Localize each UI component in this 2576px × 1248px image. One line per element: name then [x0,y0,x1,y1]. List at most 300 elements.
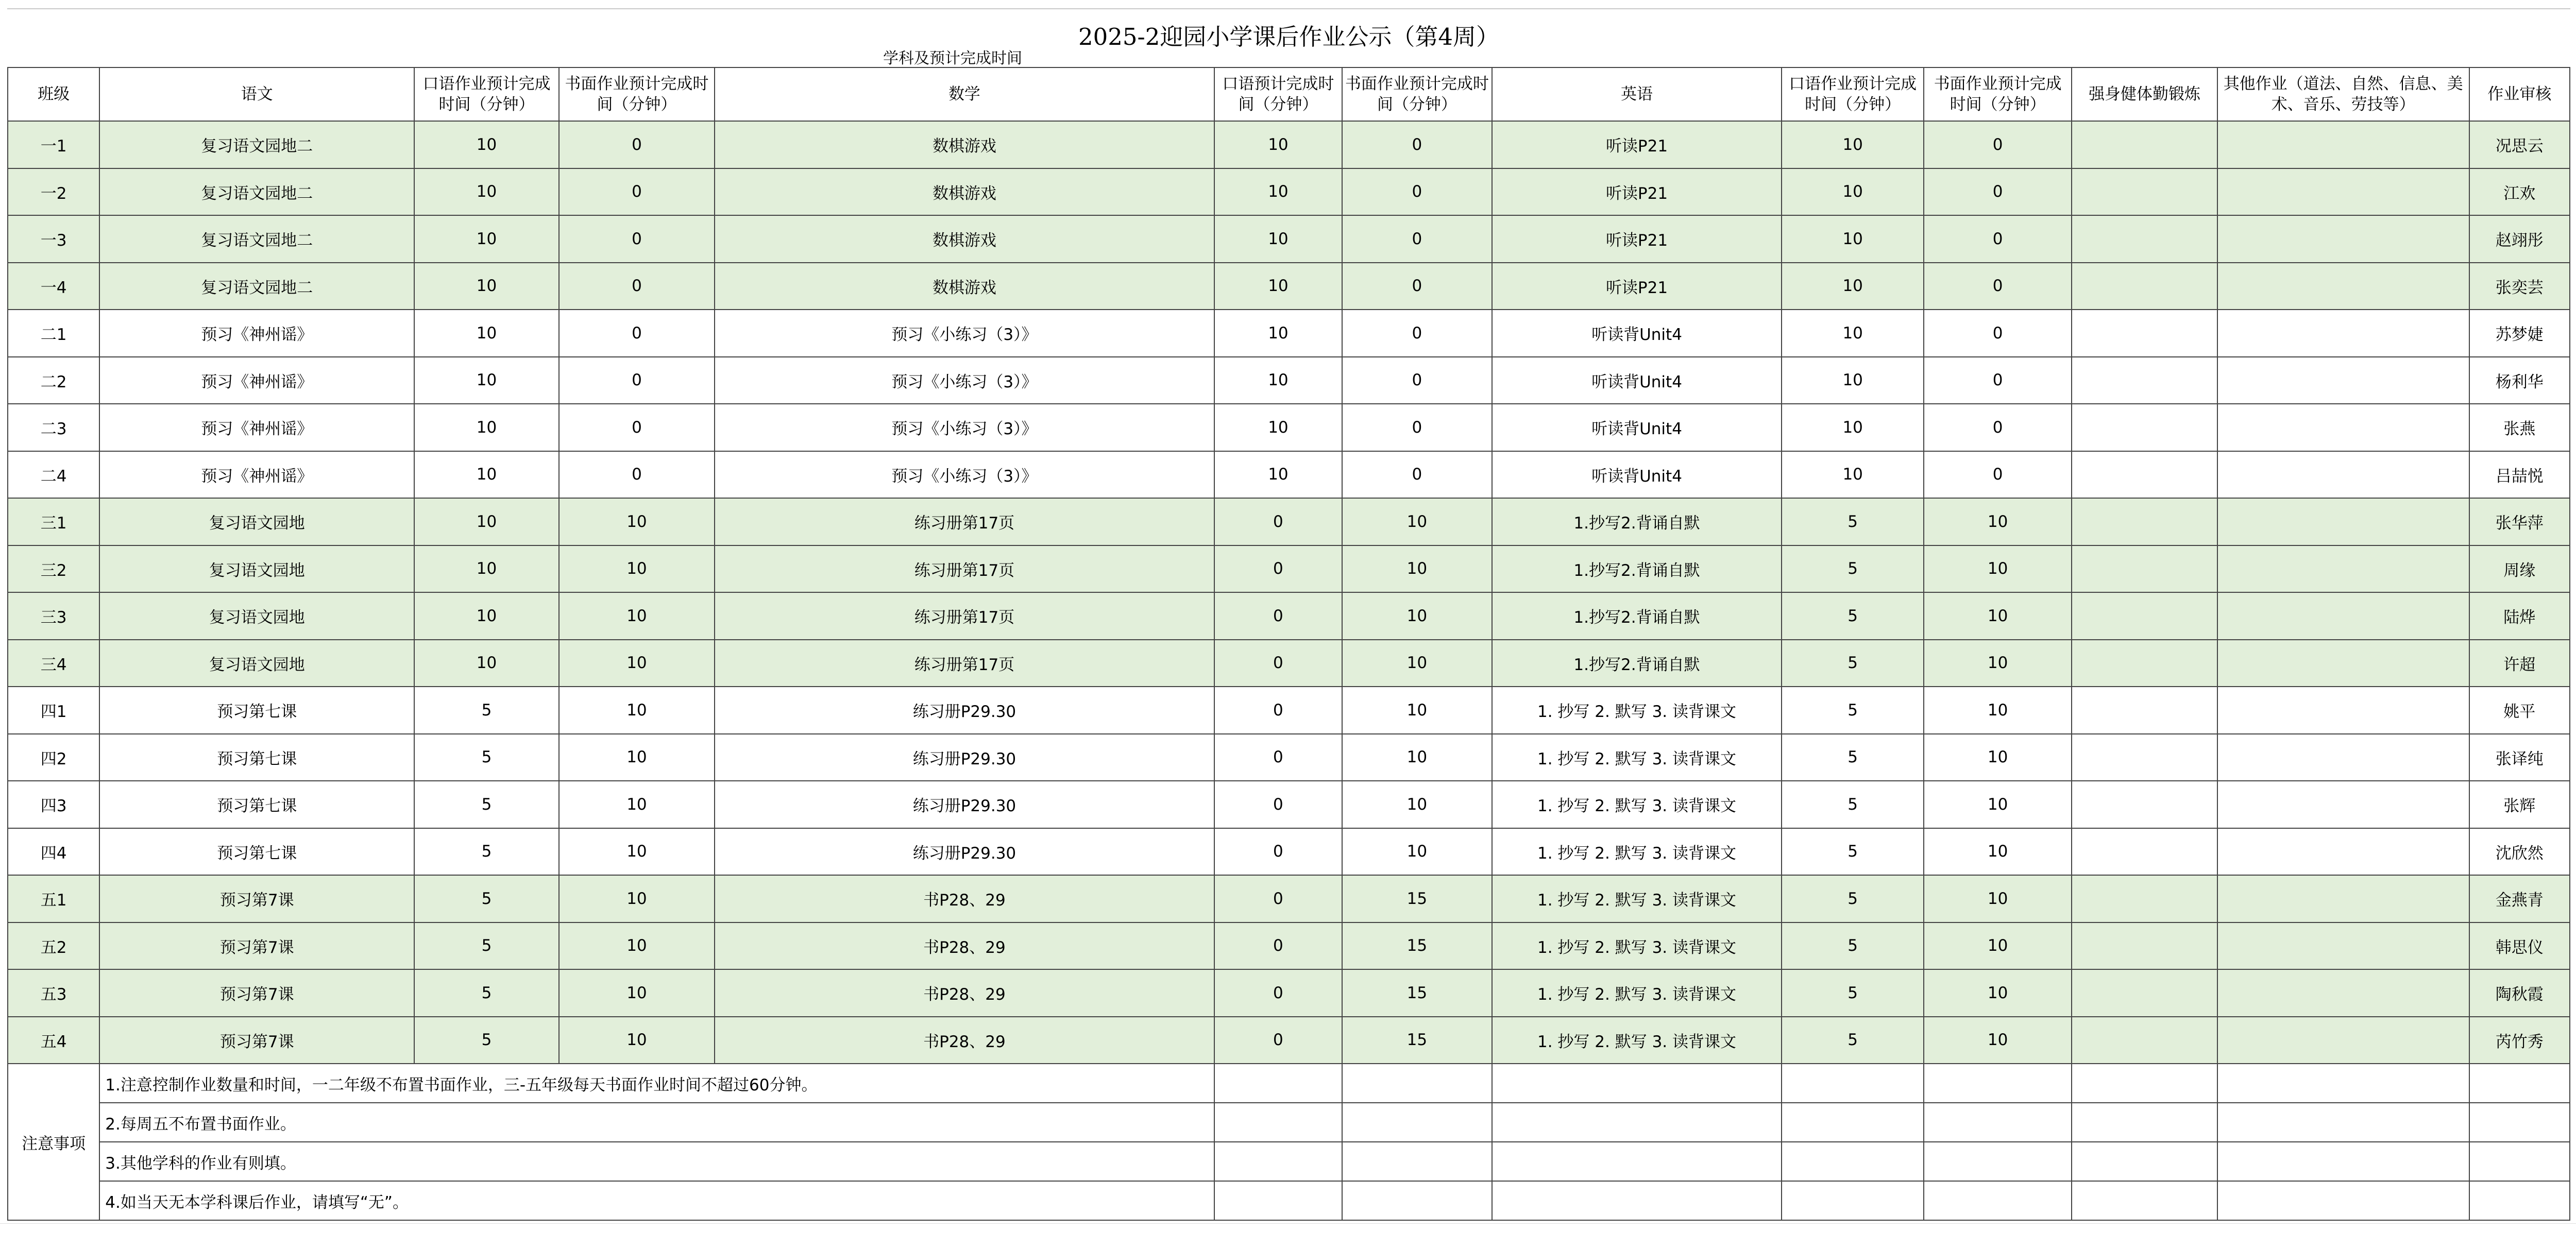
class-cell: 三2 [8,545,99,593]
english-written-time-cell: 0 [1924,357,2072,404]
fitness-cell [2072,451,2217,499]
table-row [8,168,2570,216]
class-cell: 四4 [8,828,99,876]
table-row [8,404,2570,451]
math-written-time-cell: 10 [1342,781,1492,828]
class-cell: 一4 [8,263,99,310]
english-cell: 1.抄写2.背诵自默 [1492,592,1782,640]
other-homework-cell [2217,875,2469,922]
chinese-cell: 复习语文园地 [99,498,414,545]
english-written-time-cell: 0 [1924,310,2072,357]
other-homework-cell [2217,687,2469,734]
math-cell: 练习册P29.30 [715,828,1214,876]
table-row [8,310,2570,357]
chinese-oral-time-cell: 5 [414,828,558,876]
english-oral-time-cell: 5 [1782,875,1923,922]
review-cell: 周缘 [2469,545,2570,593]
chinese-cell: 复习语文园地 [99,592,414,640]
chinese-oral-time-cell: 10 [414,545,558,593]
math-written-time-cell: 10 [1342,592,1492,640]
chinese-written-time-cell: 0 [559,404,715,451]
review-cell: 张译纯 [2469,734,2570,781]
fitness-cell [2072,687,2217,734]
english-written-time-cell: 10 [1924,781,2072,828]
english-written-time-cell: 10 [1924,640,2072,687]
class-cell: 三1 [8,498,99,545]
review-cell: 陶秋霞 [2469,969,2570,1017]
english-cell: 1. 抄写 2. 默写 3. 读背课文 [1492,687,1782,734]
chinese-cell: 预习第7课 [99,875,414,922]
english-written-time-cell: 0 [1924,451,2072,499]
fitness-cell [2072,357,2217,404]
notes-row [8,1103,2570,1142]
chinese-cell: 预习《神州谣》 [99,357,414,404]
math-oral-time-cell: 10 [1214,263,1342,310]
other-homework-cell [2217,215,2469,263]
empty-cell [2217,1181,2469,1220]
chinese-written-time-cell: 10 [559,592,715,640]
math-cell: 书P28、29 [715,875,1214,922]
english-oral-time-cell: 10 [1782,263,1923,310]
empty-cell [1924,1181,2072,1220]
english-cell: 1. 抄写 2. 默写 3. 读背课文 [1492,781,1782,828]
chinese-oral-time-cell: 5 [414,875,558,922]
table-row [8,451,2570,499]
chinese-cell: 复习语文园地二 [99,168,414,216]
math-oral-time-cell: 0 [1214,875,1342,922]
math-written-time-cell: 0 [1342,263,1492,310]
chinese-cell: 预习第7课 [99,1017,414,1064]
fitness-cell [2072,592,2217,640]
math-written-time-cell: 10 [1342,687,1492,734]
english-written-time-cell: 0 [1924,215,2072,263]
english-written-time-cell: 0 [1924,404,2072,451]
english-written-time-cell: 10 [1924,687,2072,734]
math-written-time-cell: 0 [1342,168,1492,216]
chinese-written-time-cell: 10 [559,498,715,545]
empty-cell [1782,1064,1923,1103]
chinese-oral-time-cell: 10 [414,498,558,545]
chinese-oral-time-cell: 5 [414,1017,558,1064]
chinese-cell: 复习语文园地二 [99,121,414,168]
chinese-cell: 预习《神州谣》 [99,310,414,357]
math-cell: 数棋游戏 [715,215,1214,263]
header-row [8,67,2570,121]
class-cell: 二3 [8,404,99,451]
chinese-written-time-cell: 10 [559,734,715,781]
math-written-time-cell: 15 [1342,1017,1492,1064]
english-cell: 1.抄写2.背诵自默 [1492,498,1782,545]
english-written-time-cell: 0 [1924,263,2072,310]
chinese-written-time-cell: 10 [559,1017,715,1064]
class-cell: 四3 [8,781,99,828]
class-cell: 二4 [8,451,99,499]
english-oral-time-cell: 5 [1782,1017,1923,1064]
review-cell: 韩思仪 [2469,922,2570,970]
english-oral-time-cell: 10 [1782,121,1923,168]
class-cell: 一1 [8,121,99,168]
header-english-written-time: 书面作业预计完成时间（分钟） [1924,67,2072,121]
math-written-time-cell: 15 [1342,969,1492,1017]
english-written-time-cell: 0 [1924,121,2072,168]
english-cell: 1. 抄写 2. 默写 3. 读背课文 [1492,828,1782,876]
math-cell: 练习册第17页 [715,498,1214,545]
chinese-oral-time-cell: 5 [414,734,558,781]
fitness-cell [2072,498,2217,545]
chinese-cell: 预习第七课 [99,734,414,781]
other-homework-cell [2217,404,2469,451]
fitness-cell [2072,640,2217,687]
note-item: 1.注意控制作业数量和时间，一二年级不布置书面作业，三-五年级每天书面作业时间不超过60分钟。 [99,1064,1214,1103]
english-oral-time-cell: 10 [1782,310,1923,357]
math-oral-time-cell: 0 [1214,922,1342,970]
math-oral-time-cell: 0 [1214,545,1342,593]
chinese-written-time-cell: 10 [559,875,715,922]
chinese-written-time-cell: 10 [559,922,715,970]
english-written-time-cell: 10 [1924,498,2072,545]
other-homework-cell [2217,121,2469,168]
other-homework-cell [2217,969,2469,1017]
english-oral-time-cell: 5 [1782,498,1923,545]
table-row [8,640,2570,687]
chinese-oral-time-cell: 10 [414,357,558,404]
class-cell: 二2 [8,357,99,404]
header-math-oral-time: 口语预计完成时间（分钟） [1214,67,1342,121]
fitness-cell [2072,781,2217,828]
fitness-cell [2072,545,2217,593]
english-written-time-cell: 10 [1924,1017,2072,1064]
other-homework-cell [2217,734,2469,781]
review-cell: 张辉 [2469,781,2570,828]
review-cell: 金燕青 [2469,875,2570,922]
chinese-written-time-cell: 0 [559,357,715,404]
empty-cell [1342,1142,1492,1181]
empty-cell [2469,1064,2570,1103]
other-homework-cell [2217,592,2469,640]
math-oral-time-cell: 0 [1214,734,1342,781]
empty-cell [1342,1103,1492,1142]
chinese-written-time-cell: 10 [559,828,715,876]
class-cell: 二1 [8,310,99,357]
math-written-time-cell: 15 [1342,922,1492,970]
fitness-cell [2072,404,2217,451]
table-row [8,969,2570,1017]
other-homework-cell [2217,310,2469,357]
math-cell: 练习册P29.30 [715,781,1214,828]
subtitle-label: 学科及预计完成时间 [883,49,1022,67]
english-cell: 听读P21 [1492,263,1782,310]
math-written-time-cell: 0 [1342,404,1492,451]
review-cell: 陆烨 [2469,592,2570,640]
empty-cell [2217,1142,2469,1181]
empty-cell [1924,1142,2072,1181]
chinese-oral-time-cell: 10 [414,640,558,687]
math-written-time-cell: 0 [1342,215,1492,263]
table-row [8,687,2570,734]
english-cell: 听读背Unit4 [1492,451,1782,499]
notes-row [8,1064,2570,1103]
chinese-written-time-cell: 10 [559,781,715,828]
math-cell: 练习册第17页 [715,592,1214,640]
empty-cell [2469,1142,2570,1181]
math-cell: 预习《小练习（3）》 [715,310,1214,357]
fitness-cell [2072,168,2217,216]
review-cell: 张奕芸 [2469,263,2570,310]
review-cell: 赵翊彤 [2469,215,2570,263]
math-oral-time-cell: 0 [1214,687,1342,734]
chinese-written-time-cell: 10 [559,545,715,593]
review-cell: 张华萍 [2469,498,2570,545]
math-oral-time-cell: 0 [1214,828,1342,876]
other-homework-cell [2217,263,2469,310]
notes-row [8,1181,2570,1220]
empty-cell [2072,1064,2217,1103]
english-oral-time-cell: 5 [1782,922,1923,970]
other-homework-cell [2217,922,2469,970]
math-oral-time-cell: 10 [1214,121,1342,168]
table-body [8,121,2570,1220]
chinese-written-time-cell: 0 [559,310,715,357]
empty-cell [1214,1103,1342,1142]
english-oral-time-cell: 10 [1782,168,1923,216]
english-written-time-cell: 10 [1924,875,2072,922]
other-homework-cell [2217,1017,2469,1064]
math-cell: 数棋游戏 [715,263,1214,310]
math-oral-time-cell: 0 [1214,592,1342,640]
chinese-oral-time-cell: 10 [414,404,558,451]
chinese-cell: 预习第七课 [99,828,414,876]
chinese-written-time-cell: 0 [559,121,715,168]
math-cell: 练习册第17页 [715,545,1214,593]
class-cell: 一2 [8,168,99,216]
english-cell: 听读P21 [1492,168,1782,216]
math-cell: 书P28、29 [715,922,1214,970]
chinese-cell: 预习第七课 [99,781,414,828]
math-oral-time-cell: 10 [1214,215,1342,263]
empty-cell [2072,1103,2217,1142]
english-cell: 听读背Unit4 [1492,357,1782,404]
header-math: 数学 [715,67,1214,121]
empty-cell [2469,1181,2570,1220]
header-math-written-time: 书面作业预计完成时间（分钟） [1342,67,1492,121]
fitness-cell [2072,121,2217,168]
review-cell: 苏梦婕 [2469,310,2570,357]
chinese-written-time-cell: 0 [559,168,715,216]
math-cell: 预习《小练习（3）》 [715,357,1214,404]
empty-cell [1782,1181,1923,1220]
english-oral-time-cell: 5 [1782,781,1923,828]
sheet-title: 2025-2迎园小学课后作业公示（第4周） [7,8,2570,60]
table-row [8,215,2570,263]
table-row [8,828,2570,876]
math-oral-time-cell: 0 [1214,640,1342,687]
other-homework-cell [2217,451,2469,499]
math-oral-time-cell: 10 [1214,310,1342,357]
english-cell: 听读背Unit4 [1492,404,1782,451]
chinese-oral-time-cell: 5 [414,922,558,970]
math-oral-time-cell: 10 [1214,168,1342,216]
english-oral-time-cell: 5 [1782,592,1923,640]
empty-cell [2217,1064,2469,1103]
chinese-oral-time-cell: 10 [414,310,558,357]
english-oral-time-cell: 5 [1782,545,1923,593]
fitness-cell [2072,828,2217,876]
other-homework-cell [2217,168,2469,216]
chinese-cell: 预习《神州谣》 [99,451,414,499]
english-written-time-cell: 10 [1924,592,2072,640]
english-written-time-cell: 10 [1924,922,2072,970]
english-written-time-cell: 10 [1924,734,2072,781]
notes-row [8,1142,2570,1181]
class-cell: 五2 [8,922,99,970]
empty-cell [1492,1103,1782,1142]
chinese-oral-time-cell: 5 [414,969,558,1017]
english-written-time-cell: 0 [1924,168,2072,216]
english-oral-time-cell: 5 [1782,687,1923,734]
math-written-time-cell: 0 [1342,451,1492,499]
math-written-time-cell: 0 [1342,357,1492,404]
header-other-homework: 其他作业（道法、自然、信息、美术、音乐、劳技等） [2217,67,2469,121]
math-written-time-cell: 0 [1342,121,1492,168]
table-row [8,545,2570,593]
chinese-written-time-cell: 10 [559,687,715,734]
math-written-time-cell: 10 [1342,545,1492,593]
table-row [8,1017,2570,1064]
chinese-cell: 预习第7课 [99,969,414,1017]
review-cell: 许超 [2469,640,2570,687]
math-cell: 数棋游戏 [715,121,1214,168]
empty-cell [1782,1142,1923,1181]
class-cell: 五3 [8,969,99,1017]
english-written-time-cell: 10 [1924,969,2072,1017]
chinese-oral-time-cell: 5 [414,781,558,828]
math-cell: 书P28、29 [715,1017,1214,1064]
empty-cell [1342,1064,1492,1103]
math-oral-time-cell: 0 [1214,781,1342,828]
header-fitness: 强身健体勤锻炼 [2072,67,2217,121]
empty-cell [1492,1181,1782,1220]
empty-cell [1214,1142,1342,1181]
empty-cell [2072,1181,2217,1220]
english-oral-time-cell: 5 [1782,969,1923,1017]
math-written-time-cell: 10 [1342,640,1492,687]
math-written-time-cell: 10 [1342,828,1492,876]
chinese-cell: 预习《神州谣》 [99,404,414,451]
empty-cell [2469,1103,2570,1142]
table-row [8,922,2570,970]
table-row [8,781,2570,828]
fitness-cell [2072,215,2217,263]
math-written-time-cell: 10 [1342,734,1492,781]
header-review: 作业审核 [2469,67,2570,121]
math-written-time-cell: 0 [1342,310,1492,357]
class-cell: 三3 [8,592,99,640]
review-cell: 况思云 [2469,121,2570,168]
math-cell: 数棋游戏 [715,168,1214,216]
other-homework-cell [2217,828,2469,876]
other-homework-cell [2217,640,2469,687]
note-item: 2.每周五不布置书面作业。 [99,1103,1214,1142]
english-cell: 听读背Unit4 [1492,310,1782,357]
chinese-oral-time-cell: 10 [414,215,558,263]
class-cell: 四2 [8,734,99,781]
review-cell: 杨利华 [2469,357,2570,404]
english-cell: 1. 抄写 2. 默写 3. 读背课文 [1492,734,1782,781]
chinese-cell: 复习语文园地二 [99,263,414,310]
fitness-cell [2072,1017,2217,1064]
header-chinese-written-time: 书面作业预计完成时间（分钟） [559,67,715,121]
empty-cell [1782,1103,1923,1142]
review-cell: 芮竹秀 [2469,1017,2570,1064]
english-cell: 1. 抄写 2. 默写 3. 读背课文 [1492,922,1782,970]
empty-cell [2217,1103,2469,1142]
table-row [8,498,2570,545]
fitness-cell [2072,922,2217,970]
class-cell: 四1 [8,687,99,734]
empty-cell [1924,1064,2072,1103]
review-cell: 沈欣然 [2469,828,2570,876]
chinese-cell: 复习语文园地 [99,640,414,687]
math-oral-time-cell: 0 [1214,1017,1342,1064]
chinese-cell: 复习语文园地 [99,545,414,593]
math-cell: 练习册P29.30 [715,687,1214,734]
class-cell: 三4 [8,640,99,687]
english-oral-time-cell: 5 [1782,828,1923,876]
math-cell: 预习《小练习（3）》 [715,404,1214,451]
empty-cell [1214,1064,1342,1103]
empty-cell [2072,1142,2217,1181]
english-cell: 听读P21 [1492,215,1782,263]
chinese-oral-time-cell: 10 [414,592,558,640]
homework-table [7,67,2570,1221]
empty-grid-area [0,1223,2576,1248]
header-chinese: 语文 [99,67,414,121]
english-cell: 听读P21 [1492,121,1782,168]
english-oral-time-cell: 10 [1782,451,1923,499]
english-oral-time-cell: 10 [1782,215,1923,263]
fitness-cell [2072,875,2217,922]
empty-cell [1214,1181,1342,1220]
chinese-cell: 预习第7课 [99,922,414,970]
chinese-oral-time-cell: 10 [414,263,558,310]
chinese-written-time-cell: 0 [559,215,715,263]
english-written-time-cell: 10 [1924,545,2072,593]
chinese-oral-time-cell: 10 [414,168,558,216]
math-written-time-cell: 10 [1342,498,1492,545]
class-cell: 五1 [8,875,99,922]
chinese-written-time-cell: 0 [559,451,715,499]
review-cell: 张燕 [2469,404,2570,451]
table-row [8,121,2570,168]
chinese-oral-time-cell: 10 [414,121,558,168]
note-item: 3.其他学科的作业有则填。 [99,1142,1214,1181]
subtitle-row [7,45,2570,68]
math-oral-time-cell: 10 [1214,451,1342,499]
chinese-oral-time-cell: 5 [414,687,558,734]
english-cell: 1. 抄写 2. 默写 3. 读背课文 [1492,1017,1782,1064]
chinese-written-time-cell: 10 [559,969,715,1017]
note-item: 4.如当天无本学科课后作业，请填写“无”。 [99,1181,1214,1220]
header-english-oral-time: 口语作业预计完成时间（分钟） [1782,67,1923,121]
empty-cell [1924,1103,2072,1142]
empty-cell [1492,1142,1782,1181]
header-english: 英语 [1492,67,1782,121]
math-oral-time-cell: 0 [1214,498,1342,545]
english-cell: 1.抄写2.背诵自默 [1492,640,1782,687]
fitness-cell [2072,263,2217,310]
review-cell: 江欢 [2469,168,2570,216]
english-cell: 1. 抄写 2. 默写 3. 读背课文 [1492,969,1782,1017]
